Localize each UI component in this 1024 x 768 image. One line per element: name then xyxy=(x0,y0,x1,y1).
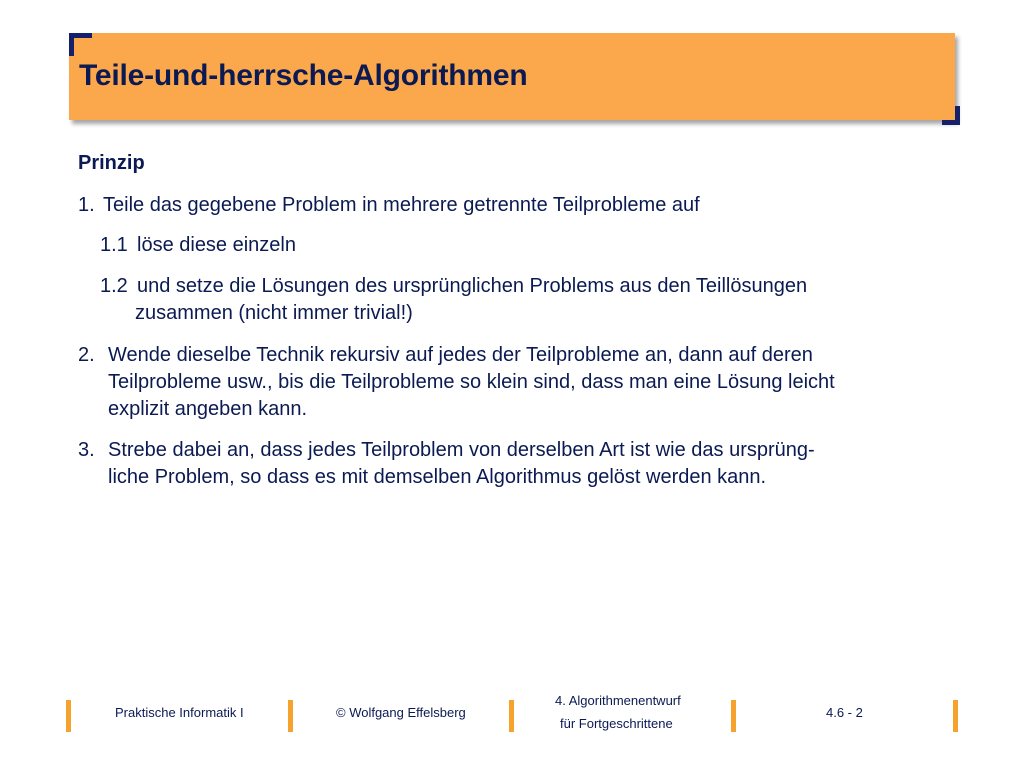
footer-divider xyxy=(953,700,958,732)
list-item-text-line-2: Teilprobleme usw., bis die Teilprobleme so klein sind, dass man eine Lösung leicht xyxy=(108,371,835,393)
corner-bracket-top-left xyxy=(69,33,92,56)
footer-divider xyxy=(288,700,293,732)
footer-chapter-line-1: 4. Algorithmenentwurf xyxy=(555,693,681,708)
footer-divider xyxy=(509,700,514,732)
footer-author: © Wolfgang Effelsberg xyxy=(336,705,466,720)
slide-footer xyxy=(0,690,1024,740)
footer-course: Praktische Informatik I xyxy=(115,705,244,720)
footer-divider xyxy=(66,700,71,732)
corner-bracket-bottom-right xyxy=(942,106,960,125)
list-item-text-line-1: Wende dieselbe Technik rekursiv auf jedes der Teilprobleme an, dann auf deren xyxy=(108,344,813,366)
list-item-number: 2. xyxy=(78,344,95,366)
list-item-number: 3. xyxy=(78,439,95,461)
list-item-text-line-1: Strebe dabei an, dass jedes Teilproblem von derselben Art ist wie das ursprüng- xyxy=(108,439,815,461)
list-item-text-line-3: explizit angeben kann. xyxy=(108,398,308,420)
list-item-number: 1.1 xyxy=(100,234,128,256)
footer-chapter-line-2: für Fortgeschrittene xyxy=(560,716,673,731)
slide-title: Teile-und-herrsche-Algorithmen xyxy=(79,59,528,92)
title-banner xyxy=(69,33,955,120)
footer-divider xyxy=(731,700,736,732)
list-item-text-line-2: liche Problem, so dass es mit demselben Algorithmus gelöst werden kann. xyxy=(108,466,767,488)
list-item-number: 1. xyxy=(78,194,95,216)
list-item-text-line-1: und setze die Lösungen des ursprünglichen Problems aus den Teillösungen xyxy=(137,275,808,297)
list-item-number: 1.2 xyxy=(100,275,128,297)
footer-page-number: 4.6 - 2 xyxy=(826,705,863,720)
section-heading: Prinzip xyxy=(78,152,145,174)
list-item-text: löse diese einzeln xyxy=(137,234,296,256)
list-item-text-line-2: zusammen (nicht immer trivial!) xyxy=(135,302,413,324)
list-item-text: Teile das gegebene Problem in mehrere getrennte Teilprobleme auf xyxy=(103,194,700,216)
